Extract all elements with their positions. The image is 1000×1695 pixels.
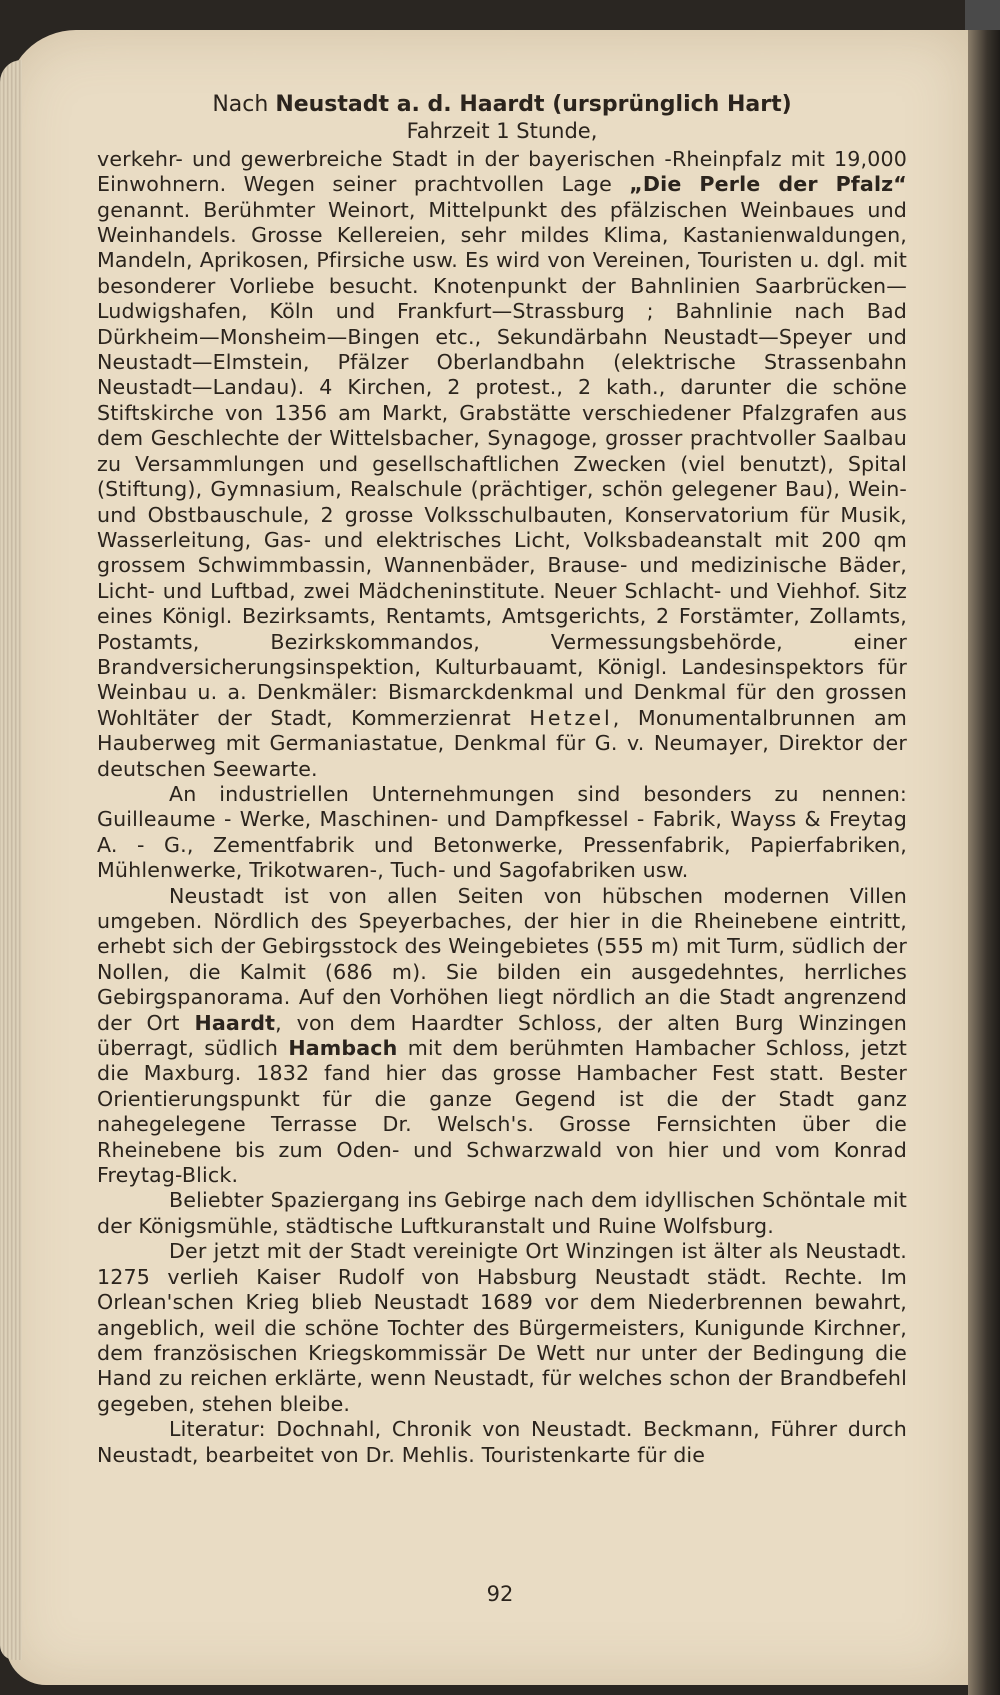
emphasis-haardt: Haardt xyxy=(194,1010,276,1035)
paragraph-literature: Literatur: Dochnahl, Chronik von Neustadt. Beckmann, Führer durch Neustadt, bearbeitet von Dr. Mehlis. Touristenkarte für die xyxy=(97,1417,907,1467)
heading-place: Neustadt a. d. Haardt (ursprünglich Hart) xyxy=(275,92,792,117)
page-number: 92 xyxy=(486,1582,514,1606)
emphasis-hambach: Hambach xyxy=(288,1036,398,1061)
emphasis-perle: „Die Perle der Pfalz“ xyxy=(629,172,907,197)
text-run: , von dem Haardter Schloss, der alten Burg Winzingen überragt, südlich xyxy=(97,1010,907,1061)
paragraph-surroundings xyxy=(97,884,907,1189)
paragraph-description xyxy=(97,147,907,782)
paragraph-industry: An industriellen Unternehmungen sind besonders zu nennen: Guilleaume - Werke, Maschinen- und Dampfkessel - Fabrik, Wayss & Freytag A. - G., Zementfabrik und Betonwerke, Pressenfabrik, Papierfabriken, Mühlenwerke, Trikotwaren-, Tuch- und Sagofabriken usw. xyxy=(97,781,907,883)
book-spine-edge xyxy=(968,30,1000,1695)
emphasis-hetzel: Hetzel xyxy=(529,705,613,730)
paragraph-walks: Beliebter Spaziergang ins Gebirge nach dem idyllischen Schöntale mit der Königsmühle, städtische Luftkuranstalt und Ruine Wolfsburg. xyxy=(97,1188,907,1238)
travel-time: Fahrzeit 1 Stunde, xyxy=(406,119,598,144)
text-run: verkehr- und gewerbreiche Stadt in der bayerischen -Rheinpfalz mit 19,000 Einwohnern. Wegen seiner prachtvollen Lage xyxy=(97,146,907,197)
page-edge-left xyxy=(0,60,22,1660)
heading-prefix: Nach xyxy=(212,92,276,117)
text-run: mit dem berühmten Hambacher Schloss, jetzt die Maxburg. 1832 fand hier das grosse Hambacher Fest statt. Bester Orientierungspunkt für die ganze Gegend ist die der Stadt ganz nahegelegene Terrasse Dr. Welsch's. Grosse Fernsichten über die Rheinebene bis zum Oden- und Schwarzwald von hier und vom Konrad Freytag-Blick. xyxy=(97,1036,907,1188)
section-heading xyxy=(97,92,907,117)
text-run: Neustadt ist von allen Seiten von hübschen modernen Villen umgeben. Nördlich des Speyerbaches, der hier in die Rheinebene eintritt, erhebt sich der Gebirgsstock des Weingebietes (555 m) mit Turm, südlich der Nollen, die Kalmit (686 m). Sie bilden ein ausgedehntes, herrliches Gebirgspanorama. Auf den Vorhöhen liegt nördlich an die Stadt angrenzend der Ort xyxy=(97,883,907,1035)
page-text xyxy=(97,92,907,1468)
paragraph-history: Der jetzt mit der Stadt vereinigte Ort Winzingen ist älter als Neustadt. 1275 verlieh Kaiser Rudolf von Habsburg Neustadt städt. Rechte. Im Orlean'schen Krieg blieb Neustadt 1689 vor dem Niederbrennen bewahrt, angeblich, weil die schöne Tochter des Bürgermeisters, Kunigunde Kirchner, dem französischen Kriegskommissär De Wett nur unter der Bedingung die Hand zu reichen erklärte, wenn Neustadt, für welches schon der Brandbefehl gegeben, stehen bleibe. xyxy=(97,1239,907,1416)
scan-edge xyxy=(965,0,1000,30)
text-run: , Monumentalbrunnen am Hauberweg mit Germaniastatue, Denkmal für G. v. Neumayer, Direktor der deutschen Seewarte. xyxy=(97,705,907,781)
text-run: genannt. Berühmter Weinort, Mittelpunkt des pfälzischen Weinbaues und Weinhandels. Grosse Kellereien, sehr mildes Klima, Kastanienwaldungen, Mandeln, Aprikosen, Pfirsiche usw. Es wird von Vereinen, Touristen u. dgl. mit besonderer Vorliebe besucht. Knotenpunkt der Bahnlinien Saarbrücken—Ludwigshafen, Köln und Frankfurt—Strassburg ; Bahnlinie nach Bad Dürkheim—Monsheim—Bingen etc., Sekundärbahn Neustadt—Speyer und Neustadt—Elmstein, Pfälzer Oberlandbahn (elektrische Strassenbahn Neustadt—Landau). 4 Kirchen, 2 protest., 2 kath., darunter die schöne Stiftskirche von 1356 am Markt, Grabstätte verschiedener Pfalzgrafen aus dem Geschlechte der Wittelsbacher, Synagoge, grosser prachtvoller Saalbau zu Versammlungen und gesellschaftlichen Zwecken (viel benutzt), Spital (Stiftung), Gymnasium, Realschule (prächtiger, schön gelegener Bau), Wein- und Obstbauschule, 2 grosse Volksschulbauten, Konservatorium für Musik, Wasserleitung, Gas- und elektrisches Licht, Volksbadeanstalt mit 200 qm grossem Schwimmbassin, Wannenbäder, Brause- und medizinische Bäder, Licht- und Luftbad, zwei Mädcheninstitute. Neuer Schlacht- und Viehhof. Sitz eines Königl. Bezirksamts, Rentamts, Amtsgerichts, 2 Forstämter, Zollamts, Postamts, Bezirkskommandos, Vermessungsbehörde, einer Brandversicherungsinspektion, Kulturbauamt, Königl. Landesinspektors für Weinbau u. a. Denkmäler: Bismarckdenkmal und Denkmal für den grossen Wohltäter der Stadt, Kommerzienrat xyxy=(97,197,907,730)
